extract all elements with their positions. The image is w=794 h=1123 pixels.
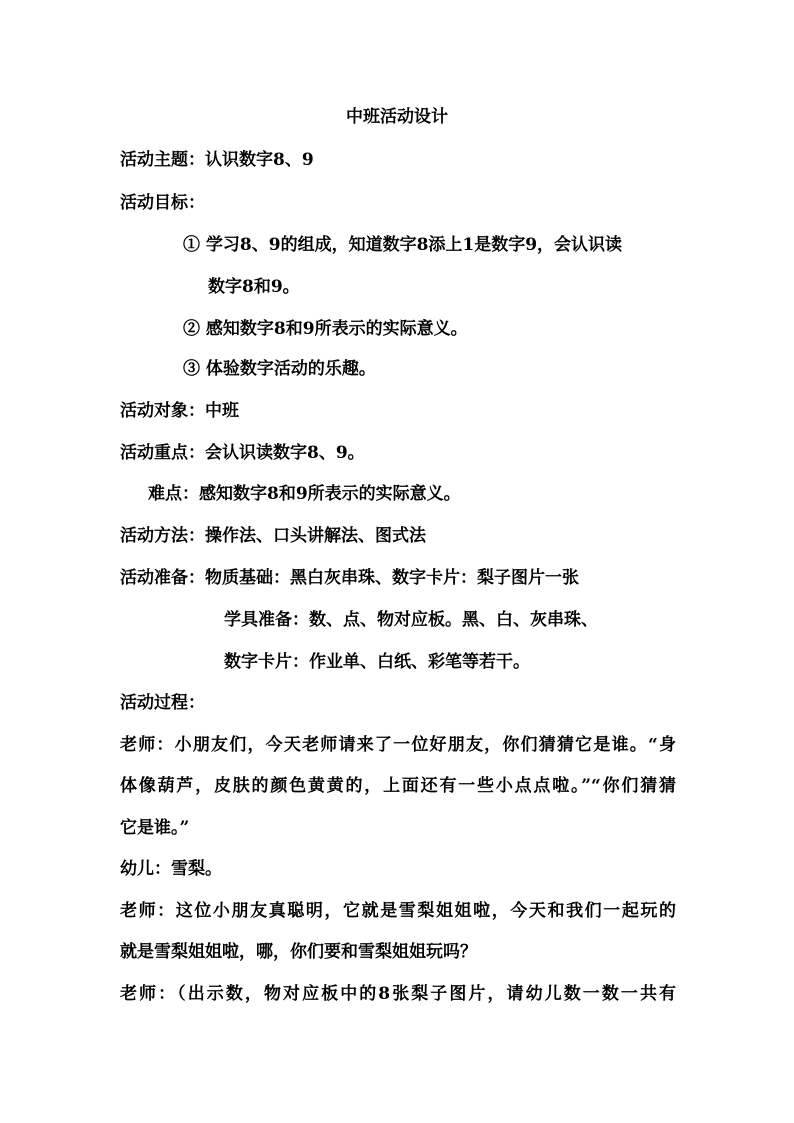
goal-1-line-2: 数字8和9。 xyxy=(208,277,300,297)
activity-target: 活动对象：中班 xyxy=(120,401,239,421)
page-title: 中班活动设计 xyxy=(346,107,448,127)
goal-3: ③ 体验数字活动的乐趣。 xyxy=(183,359,376,379)
activity-theme: 活动主题：认识数字8、9 xyxy=(120,150,314,170)
teacher-2-line-2: 就是雪梨姐姐啦，哪，你们要和雪梨姐姐玩吗？ xyxy=(120,942,477,962)
prep-line-1: 活动准备：物质基础：黑白灰串珠、数字卡片：梨子图片一张 xyxy=(120,568,579,588)
goal-2: ② 感知数字8和9所表示的实际意义。 xyxy=(183,319,468,339)
teacher-1-line-2: 体像葫芦，皮肤的颜色黄黄的，上面还有一些小点点啦。”“你们猜猜 xyxy=(120,776,676,796)
prep-line-3: 数字卡片：作业单、白纸、彩笔等若干。 xyxy=(224,652,530,672)
activity-methods: 活动方法：操作法、口头讲解法、图式法 xyxy=(120,526,426,546)
teacher-2-line-1: 老师：这位小朋友真聪明，它就是雪梨姐姐啦，今天和我们一起玩的 xyxy=(120,901,676,921)
teacher-1-line-1: 老师：小朋友们，今天老师请来了一位好朋友，你们猜猜它是谁。“身 xyxy=(120,735,676,755)
activity-difficulty: 难点：感知数字8和9所表示的实际意义。 xyxy=(148,484,461,504)
goals-heading: 活动目标： xyxy=(120,193,205,213)
child-response: 幼儿：雪梨。 xyxy=(120,859,222,879)
process-heading: 活动过程： xyxy=(120,693,205,713)
teacher-1-line-3: 它是谁。” xyxy=(120,818,190,838)
teacher-3-line-1: 老师：（出示数，物对应板中的8张梨子图片，请幼儿数一数一共有 xyxy=(120,984,676,1004)
prep-line-2: 学具准备：数、点、物对应板。黑、白、灰串珠、 xyxy=(224,610,598,630)
goal-1-line-1: ① 学习8、9的组成，知道数字8添上1是数字9，会认识读 xyxy=(183,235,623,255)
activity-key-point: 活动重点：会认识读数字8、9。 xyxy=(120,443,365,463)
